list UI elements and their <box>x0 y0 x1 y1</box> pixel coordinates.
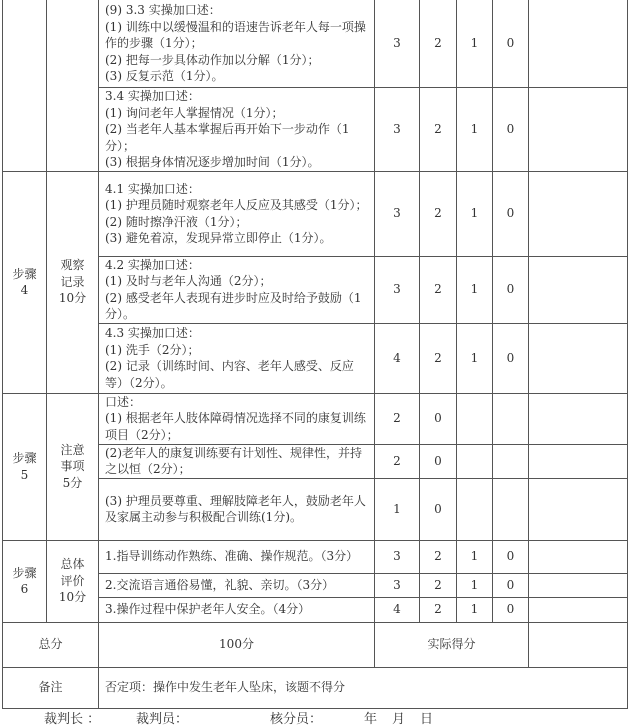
score-cell: 3 <box>375 0 420 88</box>
cell-line: (3) 反复示范（1分）。 <box>105 69 224 84</box>
step-cell <box>3 171 47 393</box>
cell-line: 2.交流语言通俗易懂，礼貌、亲切。（3分） <box>105 577 335 592</box>
cell-line: (9) 3.3 实操加口述： <box>105 3 221 18</box>
cell-line: (2) 当老年人基本掌握后再开始下一步动作（1分）； <box>105 122 350 153</box>
criteria-cell <box>99 171 375 256</box>
criteria-cell <box>99 540 375 573</box>
score-cell <box>493 478 529 540</box>
total-label: 总分 <box>3 622 99 667</box>
total-value: 100分 <box>99 622 375 667</box>
cell-line: 10分 <box>58 291 87 306</box>
score-cell: 2 <box>420 88 457 172</box>
step-cell <box>3 540 47 622</box>
table-row <box>3 171 628 256</box>
score-cell: 3 <box>375 540 420 573</box>
remarks-value: 否定项：操作中发生老年人坠床，该题不得分 <box>99 667 628 708</box>
score-cell: 2 <box>420 171 457 256</box>
cell-line: (2)老年人的康复训练要有计划性、规律性，并持之以恒（2分）； <box>105 445 362 476</box>
cell-line: 5分 <box>62 475 83 490</box>
judge-label: 裁判员： <box>136 712 189 727</box>
cell-line: (1) 护理员随时观察老年人反应及其感受（1分）； <box>105 198 368 212</box>
item-cell <box>47 171 99 393</box>
cell-line: 记录 <box>60 274 85 289</box>
score-cell: 1 <box>375 478 420 540</box>
chief-judge-label: 裁判长 ： <box>44 712 101 727</box>
item-cell <box>47 393 99 540</box>
score-cell: 0 <box>420 478 457 540</box>
actual-score-value <box>529 622 628 667</box>
cell-line: 观察 <box>60 258 85 273</box>
actual-score-cell <box>529 597 628 622</box>
cell-line: (1) 训练中以缓慢温和的语速告诉老年人每一项操作的步骤（1分）； <box>105 19 366 51</box>
score-cell: 0 <box>493 573 529 597</box>
score-cell: 0 <box>493 171 529 256</box>
score-cell <box>457 444 493 478</box>
cell-line: 事项 <box>60 459 85 474</box>
criteria-cell <box>99 393 375 444</box>
score-cell: 0 <box>420 393 457 444</box>
score-cell <box>457 393 493 444</box>
score-cell: 1 <box>457 256 493 323</box>
actual-score-cell <box>529 540 628 573</box>
actual-score-label: 实际得分 <box>375 622 529 667</box>
score-cell: 0 <box>493 256 529 323</box>
actual-score-cell <box>529 393 628 444</box>
cell-line: 步骤 <box>12 266 37 281</box>
month-label: 月 <box>392 712 406 727</box>
item-cell <box>47 540 99 622</box>
cell-line: 注意 <box>60 442 85 457</box>
actual-score-cell <box>529 171 628 256</box>
scorer-label: 核分员： <box>270 712 323 727</box>
item-cell <box>47 0 99 171</box>
score-cell: 0 <box>493 323 529 393</box>
cell-line: 总体 <box>60 557 85 572</box>
cell-line: 5 <box>20 467 29 482</box>
score-cell: 0 <box>493 540 529 573</box>
cell-line: 10分 <box>58 590 87 605</box>
score-cell: 0 <box>493 597 529 622</box>
cell-line: (3) 避免着凉，发现异常立即停止（1分）。 <box>105 231 332 245</box>
criteria-cell <box>99 478 375 540</box>
score-cell: 0 <box>493 88 529 172</box>
table-row <box>3 540 628 573</box>
score-cell: 2 <box>420 597 457 622</box>
cell-line: 1.指导训练动作熟练、准确、操作规范。（3分） <box>105 549 359 564</box>
score-cell: 3 <box>375 573 420 597</box>
score-cell: 4 <box>375 323 420 393</box>
total-row <box>3 622 628 667</box>
actual-score-cell <box>529 88 628 172</box>
score-cell <box>493 393 529 444</box>
score-cell <box>457 478 493 540</box>
day-label: 日 <box>420 712 434 727</box>
criteria-cell <box>99 444 375 478</box>
scoring-table <box>2 0 628 709</box>
cell-line: (2) 随时擦净汗液（1分）； <box>105 214 248 229</box>
cell-line: (1) 及时与老年人沟通（2分）； <box>105 274 272 288</box>
score-cell: 1 <box>457 171 493 256</box>
cell-line: 4.2 实操加口述： <box>105 257 200 272</box>
actual-score-cell <box>529 573 628 597</box>
score-cell: 0 <box>493 0 529 88</box>
cell-line: 4.3 实操加口述： <box>105 326 200 340</box>
score-cell: 3 <box>375 88 420 172</box>
score-cell: 3 <box>375 171 420 256</box>
cell-line: 评价 <box>60 573 85 588</box>
score-cell: 2 <box>420 323 457 393</box>
criteria-cell <box>99 573 375 597</box>
criteria-cell <box>99 88 375 172</box>
criteria-cell <box>99 256 375 323</box>
score-cell: 1 <box>457 0 493 88</box>
cell-line: 步骤 <box>12 451 37 465</box>
cell-line: 4.1 实操加口述： <box>105 181 200 196</box>
step-cell <box>3 0 47 171</box>
step-cell <box>3 393 47 540</box>
score-cell <box>493 444 529 478</box>
score-cell: 2 <box>375 444 420 478</box>
cell-line: (3) 根据身体情况逐步增加时间（1分）。 <box>105 155 320 169</box>
score-cell: 3 <box>375 256 420 323</box>
table-row <box>3 0 628 88</box>
table-row <box>3 393 628 444</box>
year-label: 年 <box>364 712 378 727</box>
score-cell: 2 <box>420 0 457 88</box>
criteria-cell <box>99 597 375 622</box>
cell-line: (1) 询问老年人掌握情况（1分）； <box>105 105 284 120</box>
score-cell: 1 <box>457 540 493 573</box>
score-cell: 1 <box>457 88 493 172</box>
cell-line: (2) 感受老年人表现有进步时应及时给予鼓励（1分）。 <box>105 290 362 321</box>
remarks-row <box>3 667 628 708</box>
actual-score-cell <box>529 0 628 88</box>
cell-line: (2) 记录（训练时间、内容、老年人感受、反应等）（2分）。 <box>105 359 354 390</box>
actual-score-cell <box>529 478 628 540</box>
score-cell: 1 <box>457 597 493 622</box>
cell-line: 口述： <box>105 394 142 409</box>
cell-line: (2) 把每一步具体动作加以分解（1分）； <box>105 52 320 67</box>
signature-footer <box>0 707 630 726</box>
cell-line: 4 <box>20 283 29 297</box>
score-cell: 0 <box>420 444 457 478</box>
cell-line: 3.操作过程中保护老年人安全。（4分） <box>105 602 311 617</box>
remarks-label: 备注 <box>3 667 99 708</box>
actual-score-cell <box>529 256 628 323</box>
cell-line: (1) 根据老年人肢体障碍情况选择不同的康复训练项目（2分）； <box>105 411 366 442</box>
score-cell: 2 <box>420 540 457 573</box>
score-cell: 1 <box>457 323 493 393</box>
score-cell: 2 <box>420 573 457 597</box>
score-cell: 2 <box>375 393 420 444</box>
cell-line: 步骤 <box>12 565 37 580</box>
cell-line: (1) 洗手（2分）； <box>105 342 200 357</box>
criteria-cell <box>99 323 375 393</box>
actual-score-cell <box>529 444 628 478</box>
score-cell: 1 <box>457 573 493 597</box>
cell-line: 6 <box>20 582 29 596</box>
cell-line: 3.4 实操加口述： <box>105 89 200 103</box>
actual-score-cell <box>529 323 628 393</box>
score-cell: 2 <box>420 256 457 323</box>
cell-line: (3) 护理员要尊重、理解肢障老年人，鼓励老年人及家属主动参与积极配合训练(1分)。 <box>105 493 366 524</box>
score-cell: 4 <box>375 597 420 622</box>
criteria-cell <box>99 0 375 88</box>
